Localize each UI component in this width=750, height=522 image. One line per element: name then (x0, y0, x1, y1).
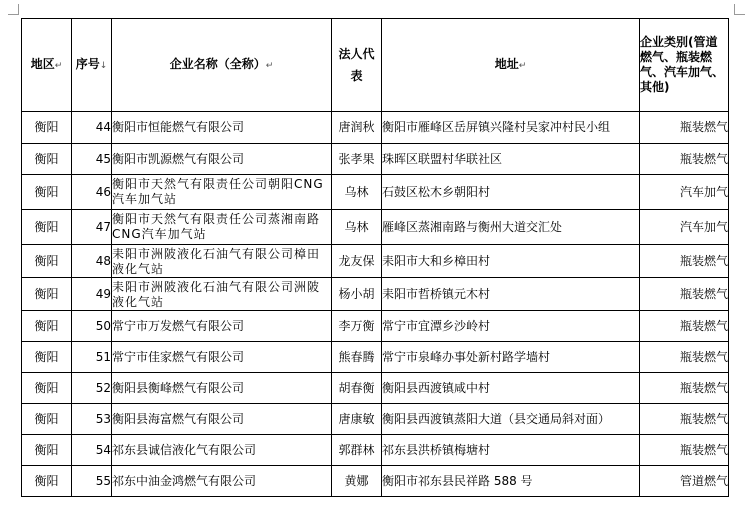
cell-company: 衡阳县海富燃气有限公司 (112, 404, 332, 435)
cell-seq: 51 (72, 342, 112, 373)
cell-legal: 张孝果 (332, 144, 382, 175)
cell-company: 常宁市佳家燃气有限公司 (112, 342, 332, 373)
cell-seq: 52 (72, 373, 112, 404)
cell-company: 衡阳市恒能燃气有限公司 (112, 112, 332, 144)
cell-seq: 45 (72, 144, 112, 175)
cell-region: 衡阳 (22, 278, 72, 311)
cell-company: 常宁市万发燃气有限公司 (112, 311, 332, 342)
cell-company: 衡阳市天然气有限责任公司朝阳CNG汽车加气站 (112, 175, 332, 210)
table-row (22, 245, 729, 278)
table-row (22, 278, 729, 311)
cell-company: 祁东县诚信液化气有限公司 (112, 435, 332, 466)
header-seq: 序号↓ (72, 19, 112, 112)
cell-seq: 55 (72, 466, 112, 497)
cell-region: 衡阳 (22, 466, 72, 497)
table-row (22, 210, 729, 245)
cell-category: 瓶装燃气 (640, 404, 729, 435)
cell-company: 衡阳县衡峰燃气有限公司 (112, 373, 332, 404)
cell-region: 衡阳 (22, 373, 72, 404)
table-row (22, 175, 729, 210)
cell-seq: 50 (72, 311, 112, 342)
cell-address: 石鼓区松木乡朝阳村 (382, 175, 640, 210)
cell-region: 衡阳 (22, 112, 72, 144)
cell-category: 瓶装燃气 (640, 342, 729, 373)
table-row (22, 311, 729, 342)
cell-legal: 乌林 (332, 210, 382, 245)
table-row (22, 112, 729, 144)
cell-legal: 唐润秋 (332, 112, 382, 144)
cell-address: 衡阳市雁峰区岳屏镇兴隆村吴家冲村民小组 (382, 112, 640, 144)
cell-legal: 龙友保 (332, 245, 382, 278)
enterprise-table (21, 18, 729, 497)
cell-region: 衡阳 (22, 342, 72, 373)
header-address: 地址↵ (382, 19, 640, 112)
cell-company: 耒阳市洲陂液化石油气有限公司樟田液化气站 (112, 245, 332, 278)
cell-address: 衡阳县西渡镇蒸阳大道（县交通局斜对面） (382, 404, 640, 435)
cell-address: 耒阳市大和乡樟田村 (382, 245, 640, 278)
cell-address: 雁峰区蒸湘南路与衡州大道交汇处 (382, 210, 640, 245)
crop-mark-top-left (8, 4, 19, 15)
cell-legal: 唐康敏 (332, 404, 382, 435)
cell-region: 衡阳 (22, 144, 72, 175)
cell-address: 衡阳市祁东县民祥路 588 号 (382, 466, 640, 497)
cell-address: 祁东县洪桥镇梅塘村 (382, 435, 640, 466)
cell-address: 衡阳县西渡镇咸中村 (382, 373, 640, 404)
cell-legal: 李万衡 (332, 311, 382, 342)
cell-category: 管道燃气 (640, 466, 729, 497)
crop-mark-top-right (734, 4, 745, 15)
cell-seq: 46 (72, 175, 112, 210)
cell-address: 珠晖区联盟村华联社区 (382, 144, 640, 175)
cell-category: 瓶装燃气 (640, 245, 729, 278)
header-row (22, 19, 729, 112)
cell-company: 耒阳市洲陂液化石油气有限公司洲陂液化气站 (112, 278, 332, 311)
cell-seq: 53 (72, 404, 112, 435)
cell-seq: 47 (72, 210, 112, 245)
cell-legal: 熊春腾 (332, 342, 382, 373)
cell-address: 常宁市宜潭乡沙岭村 (382, 311, 640, 342)
cell-legal: 胡春衡 (332, 373, 382, 404)
cell-category: 汽车加气 (640, 175, 729, 210)
cell-region: 衡阳 (22, 435, 72, 466)
cell-category: 瓶装燃气 (640, 144, 729, 175)
header-region: 地区↵ (22, 19, 72, 112)
cell-address: 耒阳市哲桥镇元木村 (382, 278, 640, 311)
cell-address: 常宁市泉峰办事处新村路学墙村 (382, 342, 640, 373)
cell-region: 衡阳 (22, 404, 72, 435)
cell-seq: 49 (72, 278, 112, 311)
cell-category: 瓶装燃气 (640, 435, 729, 466)
cell-seq: 48 (72, 245, 112, 278)
header-category: 企业类别(管道燃气、瓶装燃气、汽车加气、其他) (640, 19, 729, 112)
cell-legal: 郭群林 (332, 435, 382, 466)
cell-seq: 54 (72, 435, 112, 466)
cell-category: 瓶装燃气 (640, 311, 729, 342)
header-legal: 法人代表 (332, 19, 382, 112)
table-row (22, 373, 729, 404)
table-row (22, 342, 729, 373)
cell-legal: 乌林 (332, 175, 382, 210)
table-row (22, 466, 729, 497)
cell-region: 衡阳 (22, 210, 72, 245)
cell-region: 衡阳 (22, 311, 72, 342)
cell-region: 衡阳 (22, 175, 72, 210)
table-row (22, 435, 729, 466)
table-row (22, 144, 729, 175)
cell-category: 瓶装燃气 (640, 112, 729, 144)
cell-legal: 黄娜 (332, 466, 382, 497)
cell-company: 祁东中油金鸿燃气有限公司 (112, 466, 332, 497)
cell-category: 汽车加气 (640, 210, 729, 245)
cell-category: 瓶装燃气 (640, 278, 729, 311)
cell-seq: 44 (72, 112, 112, 144)
table-row (22, 404, 729, 435)
header-company: 企业名称（全称）↵ (112, 19, 332, 112)
cell-company: 衡阳市凯源燃气有限公司 (112, 144, 332, 175)
cell-category: 瓶装燃气 (640, 373, 729, 404)
cell-company: 衡阳市天然气有限责任公司蒸湘南路CNG汽车加气站 (112, 210, 332, 245)
cell-legal: 杨小胡 (332, 278, 382, 311)
cell-region: 衡阳 (22, 245, 72, 278)
